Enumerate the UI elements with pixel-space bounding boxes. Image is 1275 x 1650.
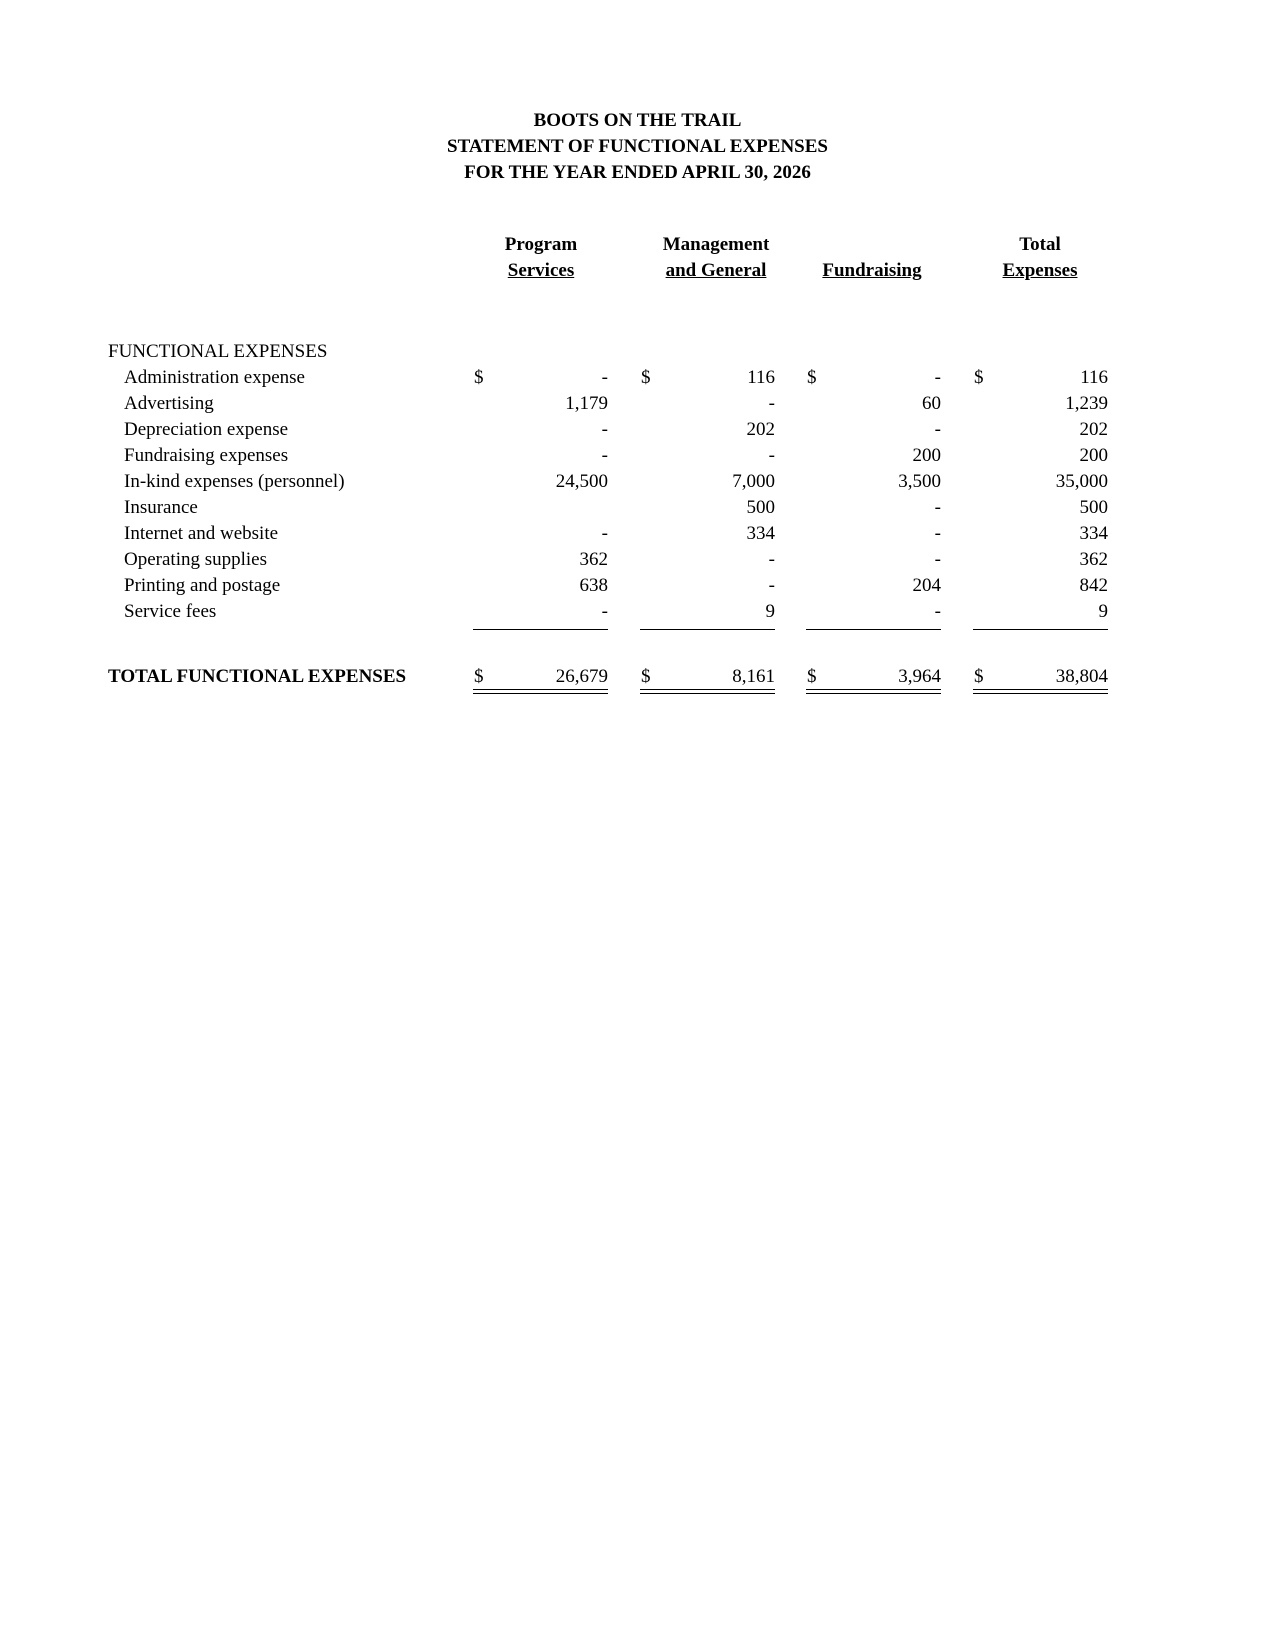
column-header-line1: Program [504, 234, 578, 255]
cell-value: - [934, 419, 941, 440]
table-row [0, 391, 1275, 417]
column-header-line2: Fundraising [822, 260, 922, 281]
table-row [0, 469, 1275, 495]
section-label: FUNCTIONAL EXPENSES [108, 341, 328, 362]
row-label: Depreciation expense [124, 419, 289, 440]
row-label: Fundraising expenses [124, 445, 289, 466]
statement-header [0, 108, 1275, 186]
subtotal-rule [640, 629, 775, 630]
cell-value: 116 [1080, 367, 1108, 388]
column-header-total-expenses [960, 232, 1120, 284]
cell-value: 362 [579, 549, 608, 570]
cell-value: 9 [765, 601, 775, 622]
table-row [0, 417, 1275, 443]
cell-value: 200 [912, 445, 941, 466]
table-row [0, 521, 1275, 547]
column-header-line2: and General [665, 260, 767, 281]
organization-name: BOOTS ON THE TRAIL [533, 110, 742, 131]
currency-symbol: $ [807, 367, 817, 388]
subtotal-rule [973, 629, 1108, 630]
total-double-rule [806, 689, 941, 694]
cell-value: - [934, 497, 941, 518]
cell-value: - [601, 445, 608, 466]
currency-symbol: $ [807, 666, 817, 687]
currency-symbol: $ [474, 367, 484, 388]
total-label: TOTAL FUNCTIONAL EXPENSES [108, 666, 407, 687]
cell-value: 500 [746, 497, 775, 518]
table-row [0, 495, 1275, 521]
row-label: Printing and postage [124, 575, 281, 596]
table-row [0, 443, 1275, 469]
total-double-rule [640, 689, 775, 694]
total-double-rule [473, 689, 608, 694]
cell-value: 842 [1079, 575, 1108, 596]
cell-value: 1,239 [1065, 393, 1108, 414]
cell-value: 60 [922, 393, 941, 414]
total-double-rule [973, 689, 1108, 694]
cell-value: 7,000 [732, 471, 775, 492]
cell-value: 204 [912, 575, 941, 596]
cell-value: - [934, 601, 941, 622]
subtotal-rule [806, 629, 941, 630]
total-program-services: 26,679 [555, 666, 608, 687]
cell-value: 35,000 [1055, 471, 1108, 492]
cell-value: - [934, 549, 941, 570]
cell-value: - [768, 445, 775, 466]
cell-value: 638 [579, 575, 608, 596]
cell-value: 202 [1079, 419, 1108, 440]
cell-value: - [601, 419, 608, 440]
table-row [0, 547, 1275, 573]
cell-value: 500 [1079, 497, 1108, 518]
currency-symbol: $ [474, 666, 484, 687]
statement-title: STATEMENT OF FUNCTIONAL EXPENSES [447, 136, 828, 157]
cell-value: - [768, 393, 775, 414]
cell-value: - [768, 575, 775, 596]
total-management-general: 8,161 [732, 666, 775, 687]
row-label: Internet and website [124, 523, 279, 544]
row-label: Service fees [124, 601, 217, 622]
row-label: Administration expense [124, 367, 305, 388]
row-label: Advertising [124, 393, 214, 414]
cell-value: 202 [746, 419, 775, 440]
cell-value: 1,179 [565, 393, 608, 414]
column-header-line1: Management [662, 234, 770, 255]
column-header-line1 [792, 232, 952, 258]
cell-value: 9 [1098, 601, 1108, 622]
row-label: Insurance [124, 497, 198, 518]
currency-symbol: $ [974, 666, 984, 687]
cell-value: 116 [747, 367, 775, 388]
cell-value: - [934, 523, 941, 544]
cell-value: - [768, 549, 775, 570]
column-header-management-general [626, 232, 806, 284]
column-header-program-services [461, 232, 621, 284]
cell-value: 334 [1079, 523, 1108, 544]
column-header-line2: Expenses [1002, 260, 1078, 281]
cell-value: 200 [1079, 445, 1108, 466]
row-label: Operating supplies [124, 549, 268, 570]
table-row [0, 599, 1275, 625]
table-row [0, 365, 1275, 391]
cell-value: 24,500 [555, 471, 608, 492]
statement-period: FOR THE YEAR ENDED APRIL 30, 2026 [464, 162, 811, 183]
currency-symbol: $ [641, 666, 651, 687]
cell-value: 334 [746, 523, 775, 544]
subtotal-rule [473, 629, 608, 630]
cell-value: 3,500 [898, 471, 941, 492]
column-header-fundraising [792, 232, 952, 284]
currency-symbol: $ [974, 367, 984, 388]
total-fundraising: 3,964 [898, 666, 941, 687]
column-header-line1: Total [1019, 234, 1061, 255]
cell-value: - [601, 523, 608, 544]
total-total-expenses: 38,804 [1055, 666, 1108, 687]
table-row [0, 573, 1275, 599]
row-label: In-kind expenses (personnel) [124, 471, 345, 492]
cell-value: - [601, 367, 608, 388]
currency-symbol: $ [641, 367, 651, 388]
column-header-line2: Services [507, 260, 575, 281]
cell-value: - [934, 367, 941, 388]
total-row [0, 664, 1275, 690]
cell-value: 362 [1079, 549, 1108, 570]
cell-value: - [601, 601, 608, 622]
